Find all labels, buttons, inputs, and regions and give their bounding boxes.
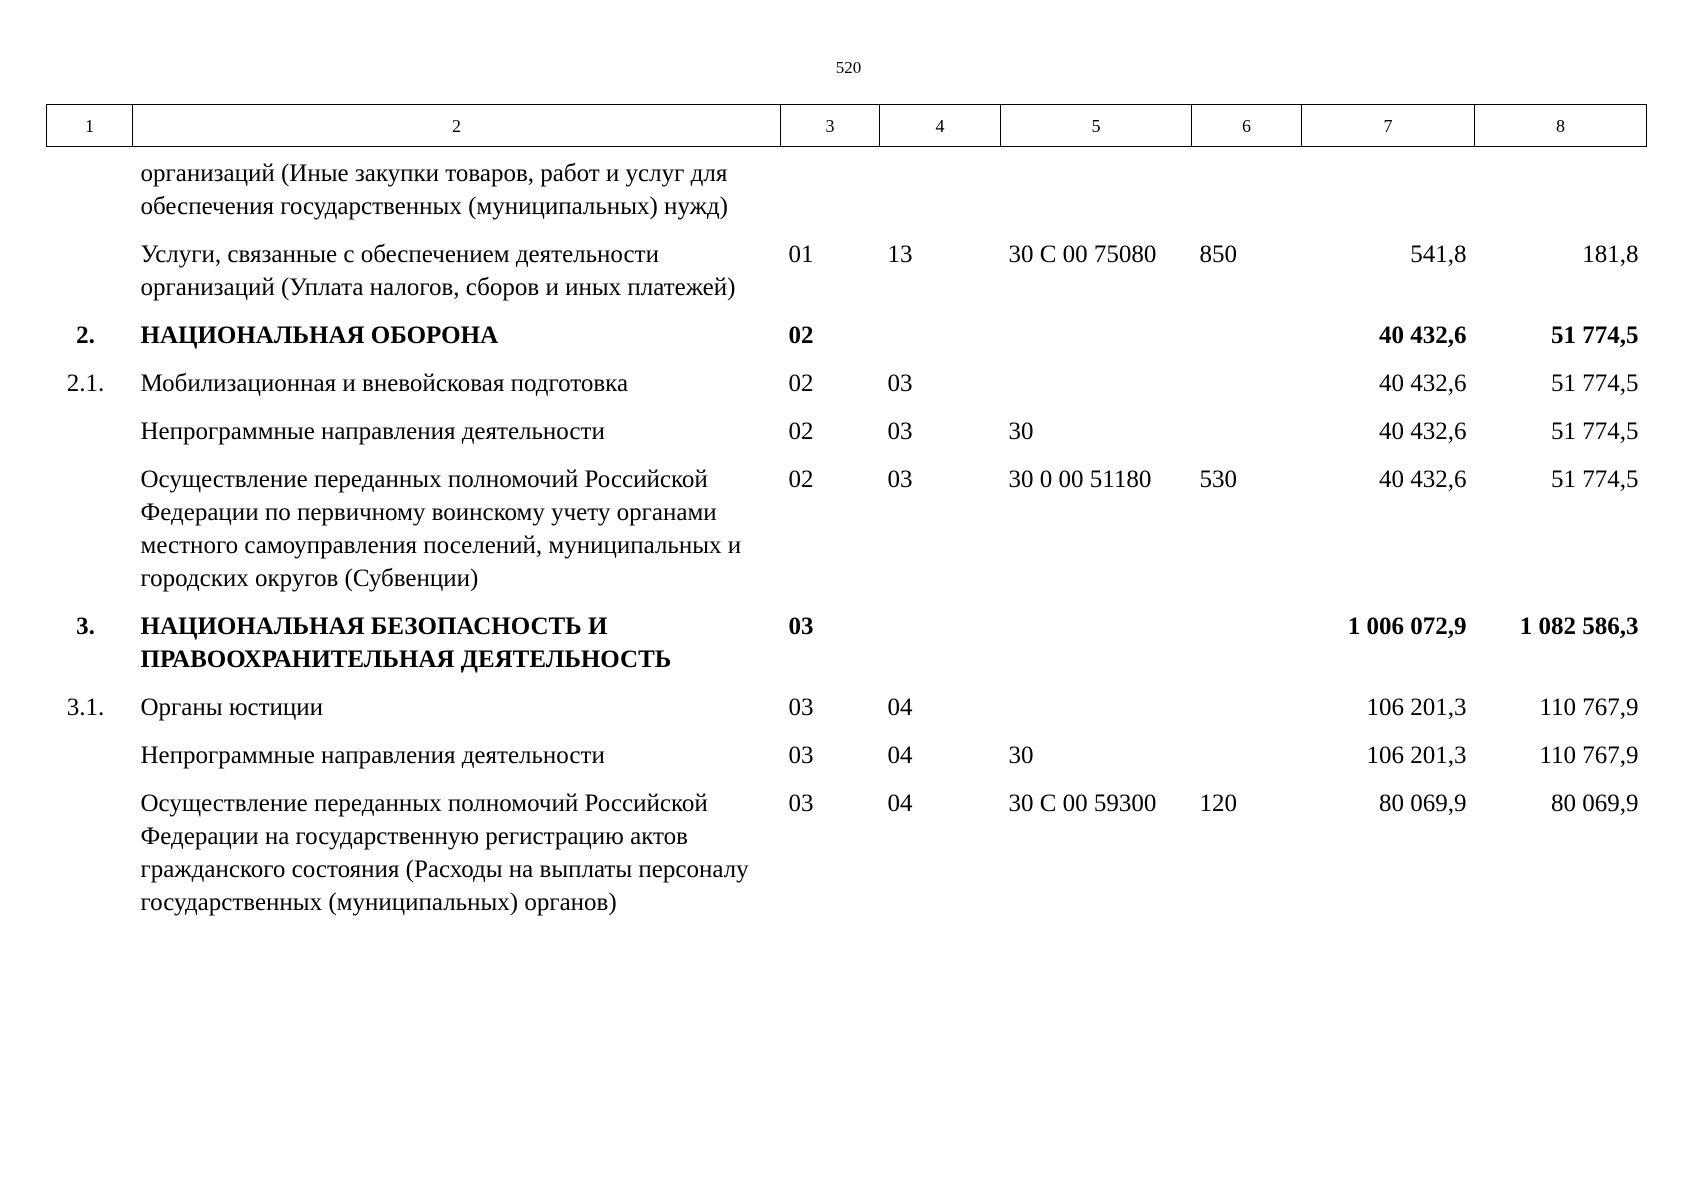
row-section-code: 03 — [788, 790, 814, 817]
row-amount-col8: 110 767,9 — [1539, 742, 1639, 769]
table-row — [47, 232, 1647, 313]
row-number — [47, 409, 133, 457]
row-number: 3. — [76, 613, 95, 640]
row-section-code: 02 — [788, 370, 814, 397]
table-body — [47, 147, 1647, 929]
row-name: Осуществление переданных полномочий Российской Федерации на государственную регистрацию актов гражданского состояния (Расходы на выплаты персоналу государственных (муниципальных) органов) — [140, 790, 749, 916]
row-target-article — [1001, 361, 1192, 409]
column-header-4: 4 — [880, 105, 1001, 147]
column-header-5: 5 — [1001, 105, 1192, 147]
row-subsection-code: 03 — [887, 370, 913, 397]
row-name: Услуги, связанные с обеспечением деятельности организаций (Уплата налогов, сборов и иных платежей) — [140, 241, 736, 301]
row-amount-col8: 1 082 586,3 — [1519, 613, 1639, 640]
table-row — [47, 781, 1647, 928]
row-name: Осуществление переданных полномочий Российской Федерации по первичному воинскому учету органами местного самоуправления поселений, муниципальных и городских округов (Субвенции) — [140, 466, 742, 592]
row-subsection-code — [880, 147, 1001, 233]
row-target-article: 30 — [1008, 418, 1034, 445]
row-amount-col7: 40 432,6 — [1379, 418, 1467, 445]
row-number: 3.1. — [66, 694, 105, 721]
row-amount-col8: 181,8 — [1582, 241, 1639, 268]
row-number — [47, 232, 133, 313]
row-subsection-code: 04 — [887, 790, 913, 817]
row-name: Непрограммные направления деятельности — [140, 742, 605, 769]
row-number — [47, 147, 133, 233]
row-expense-type — [1192, 361, 1302, 409]
row-amount-col7: 106 201,3 — [1366, 694, 1467, 721]
row-name: НАЦИОНАЛЬНАЯ ОБОРОНА — [140, 322, 499, 349]
row-subsection-code: 03 — [887, 418, 913, 445]
table-row — [47, 733, 1647, 781]
row-expense-type — [1192, 147, 1302, 233]
row-expense-type — [1192, 685, 1302, 733]
row-subsection-code — [880, 313, 1001, 361]
row-number — [47, 457, 133, 604]
row-subsection-code: 04 — [887, 742, 913, 769]
row-amount-col8: 80 069,9 — [1551, 790, 1639, 817]
row-section-code: 03 — [788, 742, 814, 769]
column-header-8: 8 — [1475, 105, 1647, 147]
row-amount-col8: 51 774,5 — [1551, 418, 1639, 445]
row-amount-col7 — [1302, 147, 1475, 233]
column-header-7: 7 — [1302, 105, 1475, 147]
table-row — [47, 685, 1647, 733]
row-amount-col7: 40 432,6 — [1379, 466, 1467, 493]
row-section-code: 02 — [788, 322, 814, 349]
row-section-code: 03 — [788, 694, 814, 721]
row-amount-col7: 106 201,3 — [1366, 742, 1467, 769]
row-amount-col7: 541,8 — [1410, 241, 1467, 268]
budget-table — [46, 104, 1647, 928]
row-number: 2. — [76, 322, 95, 349]
row-amount-col8: 110 767,9 — [1539, 694, 1639, 721]
row-section-code: 02 — [788, 418, 814, 445]
row-number: 2.1. — [66, 370, 105, 397]
row-name: Непрограммные направления деятельности — [140, 418, 605, 445]
column-header-3: 3 — [781, 105, 880, 147]
row-expense-type: 120 — [1199, 790, 1237, 817]
row-amount-col7: 40 432,6 — [1379, 322, 1467, 349]
row-subsection-code — [880, 604, 1001, 685]
row-name: НАЦИОНАЛЬНАЯ БЕЗОПАСНОСТЬ И ПРАВООХРАНИТЕЛЬНАЯ ДЕЯТЕЛЬНОСТЬ — [140, 613, 672, 673]
row-section-code: 02 — [788, 466, 814, 493]
table-header — [47, 105, 1647, 147]
row-name: Органы юстиции — [140, 694, 324, 721]
row-subsection-code: 04 — [887, 694, 913, 721]
row-target-article: 30 С 00 75080 — [1008, 241, 1157, 268]
row-subsection-code: 03 — [887, 466, 913, 493]
row-subsection-code: 13 — [887, 241, 913, 268]
row-expense-type — [1192, 313, 1302, 361]
row-target-article: 30 С 00 59300 — [1008, 790, 1157, 817]
row-amount-col7: 40 432,6 — [1379, 370, 1467, 397]
table-row — [47, 361, 1647, 409]
page-number: 520 — [835, 58, 862, 77]
row-expense-type: 530 — [1199, 466, 1237, 493]
row-target-article: 30 — [1008, 742, 1034, 769]
row-name: Мобилизационная и вневойсковая подготовка — [140, 370, 629, 397]
row-target-article: 30 0 00 51180 — [1008, 466, 1152, 493]
row-name: организаций (Иные закупки товаров, работ и услуг для обеспечения государственных (муниципальных) нужд) — [140, 160, 728, 220]
row-number — [47, 781, 133, 928]
row-expense-type — [1192, 604, 1302, 685]
row-expense-type: 850 — [1199, 241, 1237, 268]
table-row — [47, 604, 1647, 685]
table-row — [47, 409, 1647, 457]
row-section-code — [781, 147, 880, 233]
column-header-6: 6 — [1192, 105, 1302, 147]
row-target-article — [1001, 147, 1192, 233]
table-row — [47, 147, 1647, 233]
row-expense-type — [1192, 733, 1302, 781]
row-amount-col7: 80 069,9 — [1379, 790, 1467, 817]
row-target-article — [1001, 313, 1192, 361]
header-row — [47, 105, 1647, 147]
row-number — [47, 733, 133, 781]
row-amount-col7: 1 006 072,9 — [1347, 613, 1467, 640]
row-amount-col8: 51 774,5 — [1551, 322, 1639, 349]
row-target-article — [1001, 604, 1192, 685]
row-amount-col8 — [1475, 147, 1647, 233]
table-row — [47, 313, 1647, 361]
row-expense-type — [1192, 409, 1302, 457]
column-header-1: 1 — [47, 105, 133, 147]
row-section-code: 01 — [788, 241, 814, 268]
row-target-article — [1001, 685, 1192, 733]
table-row — [47, 457, 1647, 604]
column-header-2: 2 — [133, 105, 781, 147]
row-amount-col8: 51 774,5 — [1551, 466, 1639, 493]
row-section-code: 03 — [788, 613, 814, 640]
row-amount-col8: 51 774,5 — [1551, 370, 1639, 397]
